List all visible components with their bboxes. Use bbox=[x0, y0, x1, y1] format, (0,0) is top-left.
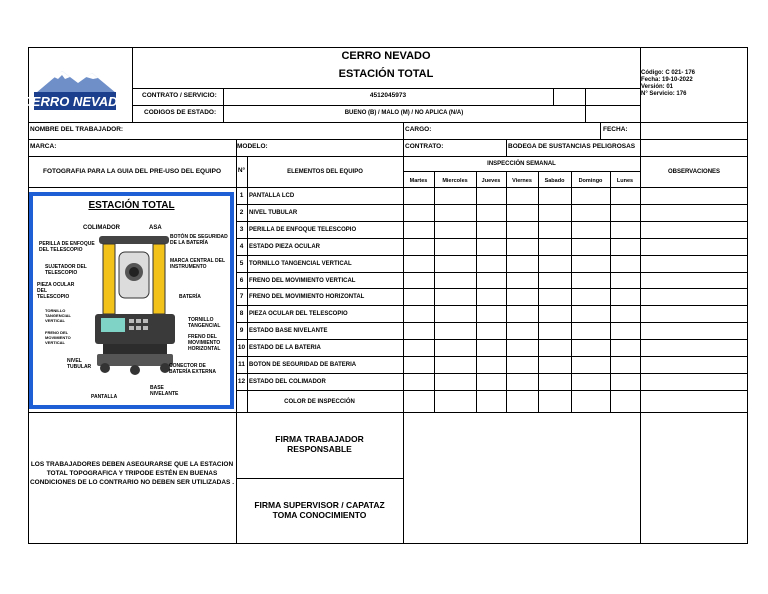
brand-field[interactable]: MARCA: bbox=[30, 143, 57, 150]
label-collimator: COLIMADOR bbox=[83, 225, 120, 231]
item-number: 1 bbox=[239, 192, 244, 199]
label-battery-connector: CONECTOR DE BATERÍA EXTERNA bbox=[169, 363, 216, 375]
label-battery-button: BOTÓN DE SEGURIDAD DE LA BATERÍA bbox=[170, 234, 228, 246]
label-eyepiece: PIEZA OCULAR DEL TELESCOPIO bbox=[37, 282, 75, 300]
item-label: FRENO DEL MOVIMIENTO HORIZONTAL bbox=[249, 294, 365, 301]
label-handle: ASA bbox=[149, 225, 162, 231]
supervisor-signature-box[interactable] bbox=[404, 479, 639, 543]
number-header: N° bbox=[237, 167, 246, 174]
item-label: NIVEL TUBULAR bbox=[249, 209, 298, 216]
instrument-photo bbox=[29, 192, 234, 409]
label-leveling-base: BASE NIVELANTE bbox=[150, 385, 179, 397]
doc-date: Fecha: 19-10-2022 bbox=[641, 77, 693, 83]
date-field[interactable]: FECHA: bbox=[603, 126, 628, 133]
item-label: PERILLA DE ENFOQUE TELESCOPIO bbox=[249, 226, 357, 233]
day-header: Domingo bbox=[578, 178, 603, 184]
observations-header: OBSERVACIONES bbox=[667, 169, 721, 175]
weekly-inspection-header: INSPECCIÓN SEMANAL bbox=[487, 161, 556, 167]
item-label: ESTADO DEL COLIMADOR bbox=[249, 378, 326, 385]
inspection-form bbox=[22, 47, 748, 544]
item-number: 3 bbox=[239, 225, 244, 233]
item-number: 9 bbox=[239, 327, 244, 335]
position-field[interactable]: CARGO: bbox=[405, 126, 432, 133]
item-number: 7 bbox=[239, 293, 244, 301]
doc-code: Código: C 021- 176 bbox=[641, 70, 696, 76]
label-tubular-level: NIVEL TUBULAR bbox=[67, 358, 92, 370]
contract-field[interactable]: CONTRATO: bbox=[405, 143, 444, 150]
item-number: 8 bbox=[239, 310, 244, 318]
label-tangential-screw: TORNILLO TANGENCIAL bbox=[188, 317, 221, 329]
item-label: BOTON DE SEGURIDAD DE BATERIA bbox=[249, 362, 357, 368]
day-header: Lunes bbox=[616, 178, 634, 184]
label-display: PANTALLA bbox=[91, 394, 118, 400]
company-name: CERRO NEVADO bbox=[341, 50, 431, 62]
day-header: Martes bbox=[409, 178, 428, 184]
worker-signature-label: FIRMA TRABAJADOR RESPONSABLE bbox=[275, 434, 364, 454]
item-label: ESTADO DE LA BATERIA bbox=[249, 345, 321, 352]
item-number: 10 bbox=[237, 344, 246, 352]
worker-name-field[interactable]: NOMBRE DEL TRABAJADOR: bbox=[30, 126, 124, 133]
status-codes-value: BUENO (B) / MALO (M) / NO APLICA (N/A) bbox=[344, 110, 464, 116]
doc-service: N° Servicio: 176 bbox=[641, 91, 687, 97]
inspection-color-label: COLOR DE INSPECCIÓN bbox=[284, 399, 355, 405]
svg-text:CERRO NEVADO: CERRO NEVADO bbox=[22, 94, 128, 109]
total-station-drawing bbox=[89, 222, 181, 382]
label-telescope-clamp: SUJETADOR DEL TELESCOPIO bbox=[45, 264, 87, 276]
item-number: 5 bbox=[239, 259, 244, 267]
label-center-mark: MARCA CENTRAL DEL INSTRUMENTO bbox=[170, 258, 225, 270]
item-number: 12 bbox=[237, 377, 246, 385]
item-label: TORNILLO TANGENCIAL VERTICAL bbox=[249, 260, 352, 267]
contract-label: CONTRATO / SERVICIO: bbox=[142, 92, 217, 99]
item-number: 11 bbox=[238, 361, 245, 368]
item-label: ESTADO BASE NIVELANTE bbox=[249, 328, 328, 335]
item-label: PIEZA OCULAR DEL TELESCOPIO bbox=[249, 311, 348, 318]
supervisor-signature-label: FIRMA SUPERVISOR / CAPATAZ TOMA CONOCIMIENTO bbox=[254, 500, 385, 520]
label-battery: BATERÍA bbox=[179, 294, 201, 300]
photo-header: FOTOGRAFIA PARA LA GUIA DEL PRE-USO DEL EQUIPO bbox=[42, 168, 222, 175]
item-label: ESTADO PIEZA OCULAR bbox=[249, 243, 321, 250]
elements-header: ELEMENTOS DEL EQUIPO bbox=[287, 169, 363, 175]
day-header: Miercoles bbox=[442, 178, 468, 184]
warehouse-label: BODEGA DE SUSTANCIAS PELIGROSAS bbox=[508, 143, 636, 150]
model-field[interactable]: MODELO: bbox=[237, 143, 268, 150]
item-number: 2 bbox=[239, 208, 244, 216]
day-header: Viernes bbox=[512, 178, 532, 184]
company-logo bbox=[22, 63, 128, 113]
doc-version: Versión: 01 bbox=[641, 84, 674, 90]
item-number: 4 bbox=[239, 242, 244, 250]
item-label: PANTALLA LCD bbox=[249, 193, 295, 199]
item-number: 6 bbox=[239, 276, 244, 284]
day-header: Jueves bbox=[481, 178, 501, 184]
label-focus-knob: PERILLA DE ENFOQUE DEL TELESCOPIO bbox=[39, 241, 95, 253]
day-header: Sabado bbox=[544, 178, 565, 184]
safety-warning: LOS TRABAJADORES DEBEN ASEGURARSE QUE LA ESTACION TOTAL TOPOGRAFICA Y TRIPODE ESTÉN EN BUENAS CONDICIONES DE LO CONTRARIO NO DEBEN SER UTILIZADAS . bbox=[29, 461, 235, 486]
item-label: FRENO DEL MOVIMIENTO VERTICAL bbox=[249, 277, 356, 284]
worker-signature-box[interactable] bbox=[404, 413, 639, 478]
label-horizontal-brake: FRENO DEL MOVIMIENTO HORIZONTAL bbox=[188, 334, 221, 352]
photo-title: ESTACIÓN TOTAL bbox=[88, 200, 175, 211]
form-title: ESTACIÓN TOTAL bbox=[338, 68, 434, 80]
contract-value: 4512045973 bbox=[369, 92, 407, 99]
label-vertical-brake: FRENO DEL MOVIMIENTO VERTICAL bbox=[45, 330, 71, 345]
status-codes-label: CODIGOS DE ESTADO: bbox=[144, 109, 217, 116]
label-vertical-screw: TORNILLO TANGENCIAL VERTICAL bbox=[45, 308, 71, 323]
